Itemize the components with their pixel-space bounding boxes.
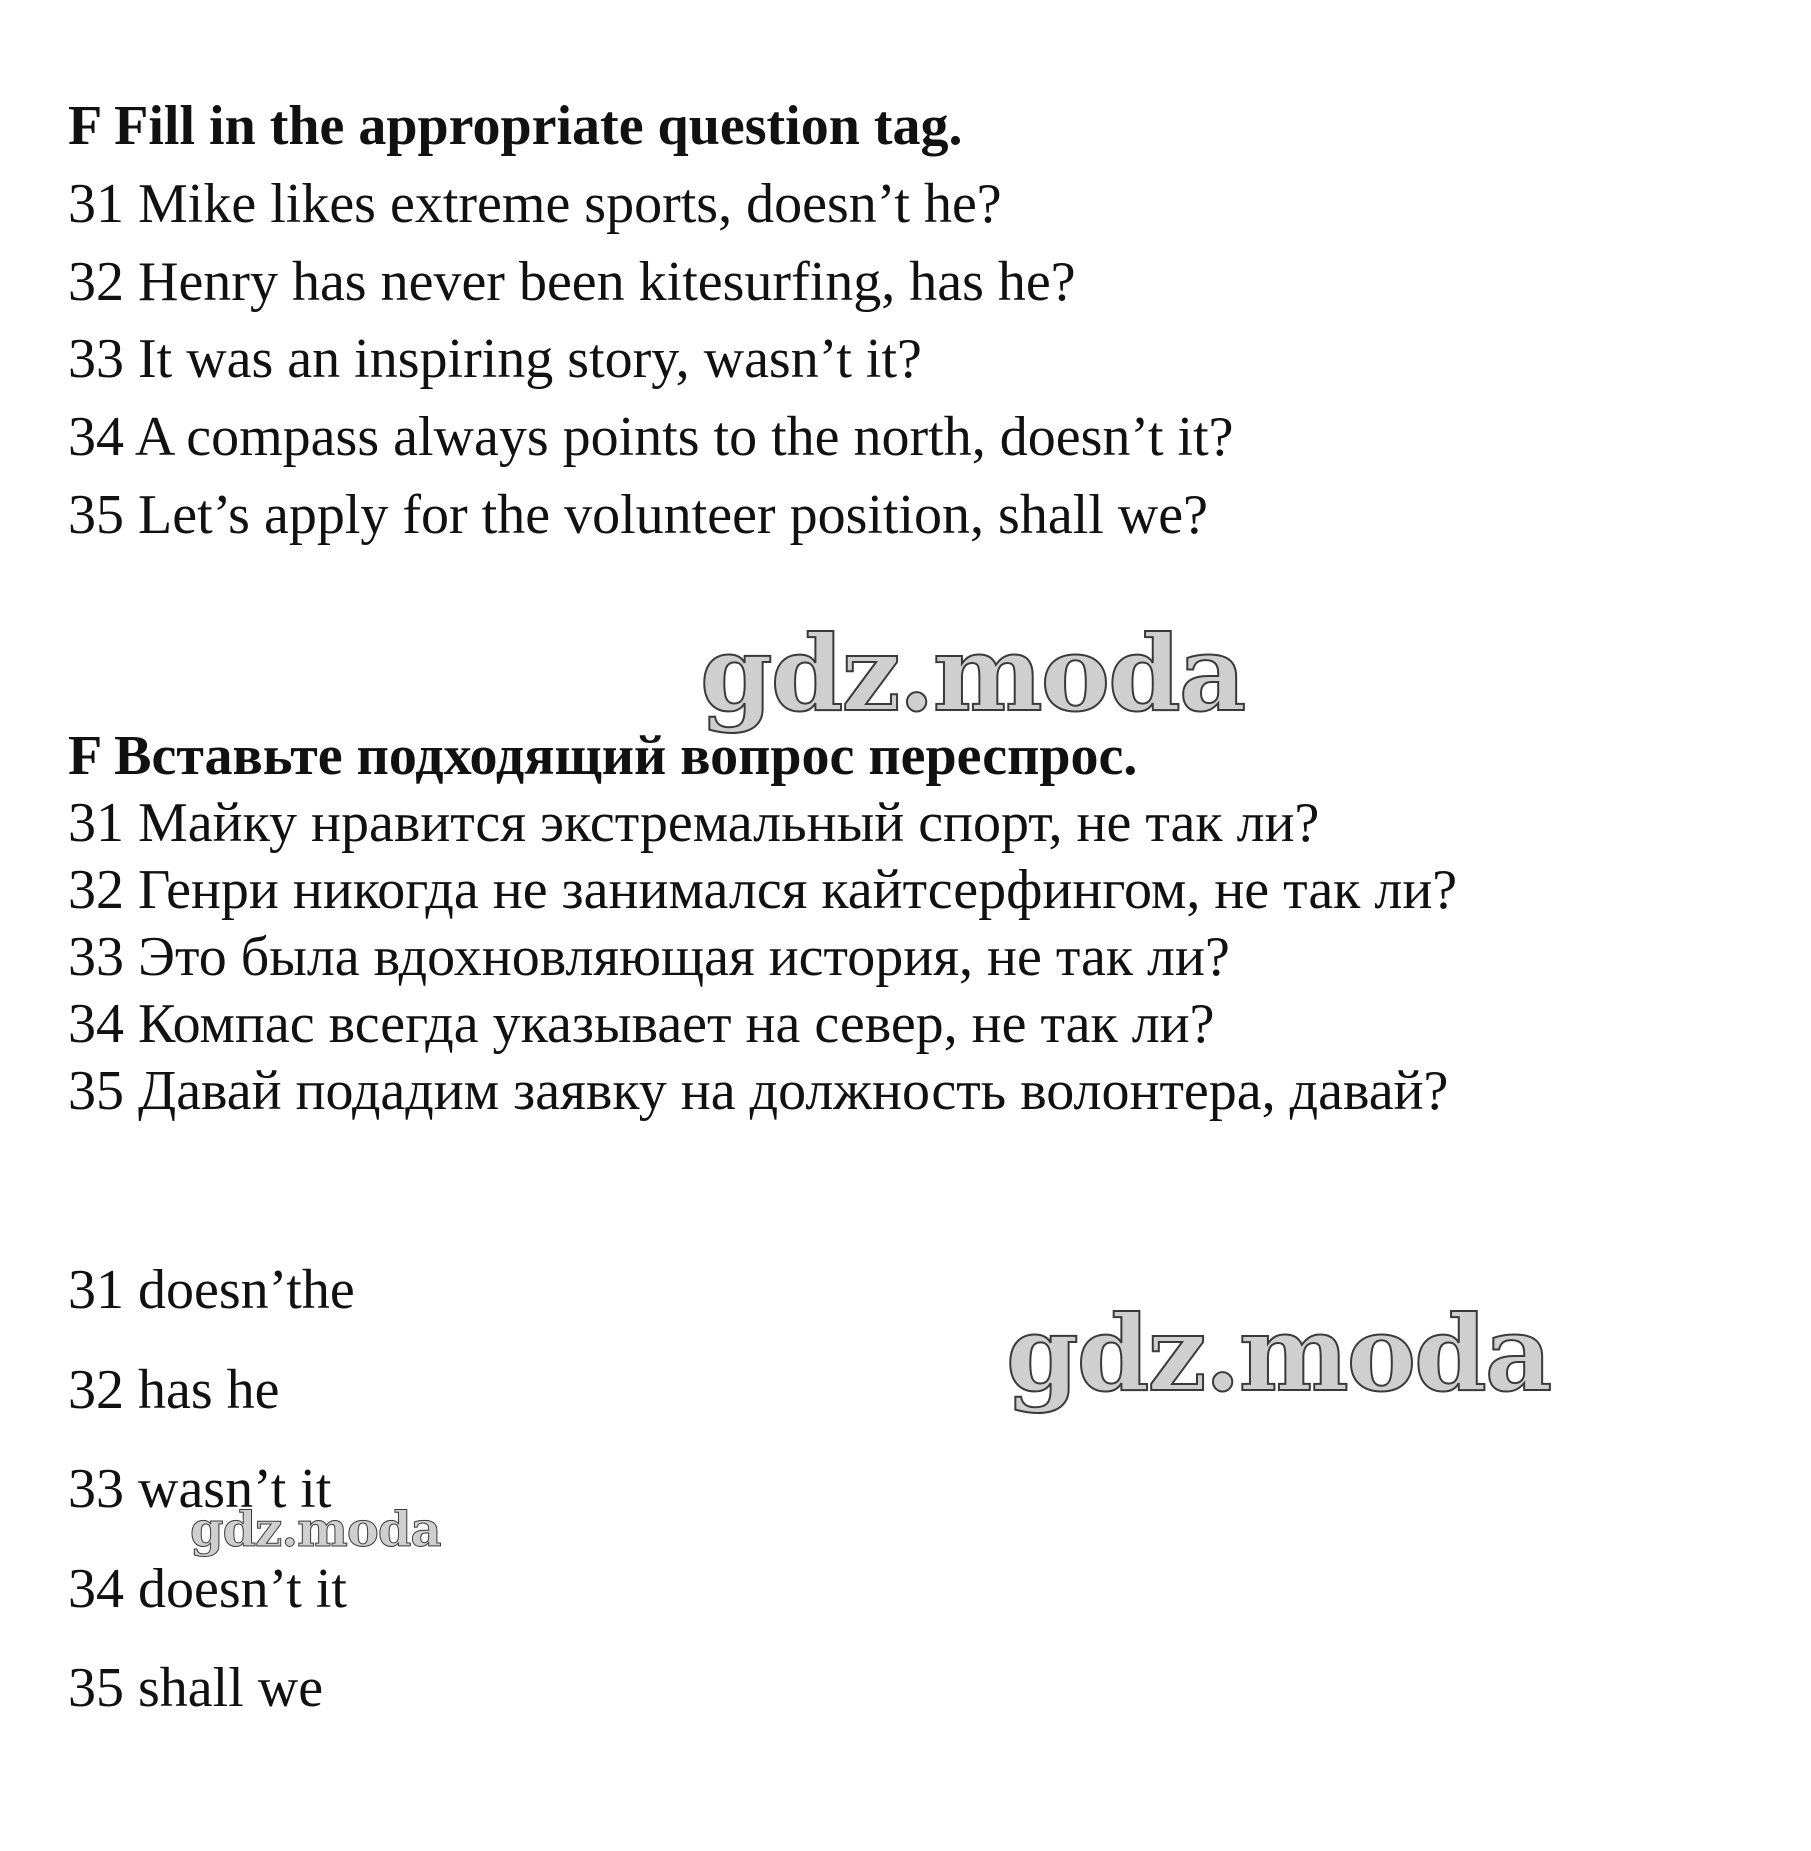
russian-item-35: 35 Давай подадим заявку на должность волонтера, давай? xyxy=(68,1060,1449,1122)
english-item-35: 35 Let’s apply for the volunteer position, shall we? xyxy=(68,484,1208,546)
english-item-32: 32 Henry has never been kitesurfing, has he? xyxy=(68,251,1076,313)
english-exercise-heading: F Fill in the appropriate question tag. xyxy=(68,95,963,157)
russian-item-31: 31 Майку нравится экстремальный спорт, не так ли? xyxy=(68,792,1320,854)
watermark-logo-middle: gdz.moda xyxy=(1006,1292,1551,1415)
answer-33: 33 wasn’t it xyxy=(68,1458,332,1520)
answer-34: 34 doesn’t it xyxy=(68,1558,347,1620)
english-item-31: 31 Mike likes extreme sports, doesn’t he? xyxy=(68,173,1002,235)
russian-exercise-heading: F Вставьте подходящий вопрос переспрос. xyxy=(68,725,1138,787)
watermark-logo-top: gdz.moda xyxy=(700,612,1245,735)
answer-31: 31 doesn’the xyxy=(68,1259,355,1321)
watermark-logo-small: gdz.moda xyxy=(190,1502,441,1558)
english-item-34: 34 A compass always points to the north, doesn’t it? xyxy=(68,406,1234,468)
english-item-33: 33 It was an inspiring story, wasn’t it? xyxy=(68,328,922,390)
answer-35: 35 shall we xyxy=(68,1657,324,1719)
russian-item-33: 33 Это была вдохновляющая история, не так ли? xyxy=(68,926,1230,988)
russian-item-34: 34 Компас всегда указывает на север, не так ли? xyxy=(68,993,1215,1055)
russian-item-32: 32 Генри никогда не занимался кайтсерфингом, не так ли? xyxy=(68,859,1458,921)
answer-32: 32 has he xyxy=(68,1359,280,1421)
